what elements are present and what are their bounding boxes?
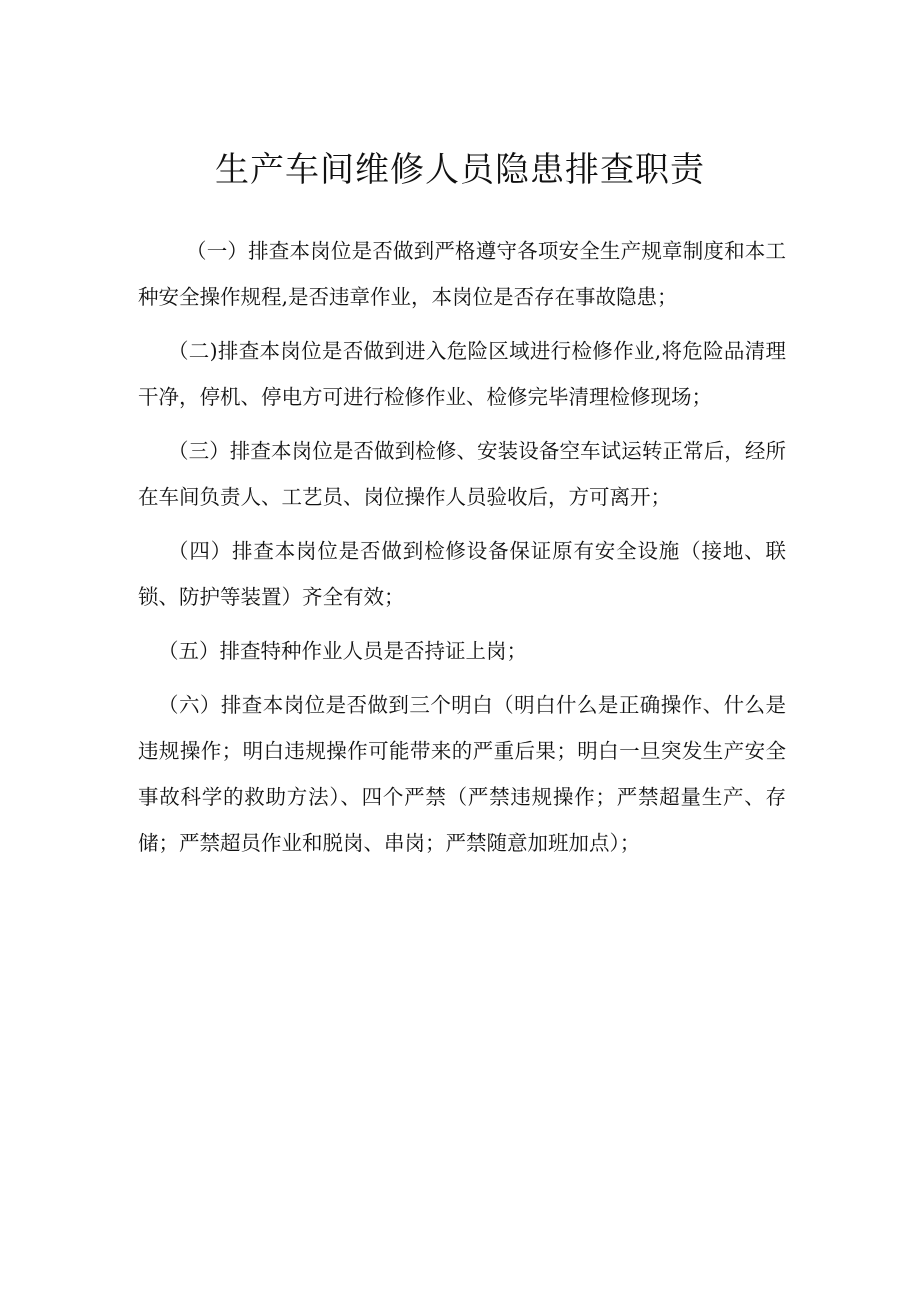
paragraph-item-2: （二)排查本岗位是否做到进入危险区域进行检修作业,将危险品清理干净，停机、停电方可进行检修作业、检修完毕清理检修现场； — [138, 339, 786, 409]
paragraph-item-3: （三）排查本岗位是否做到检修、安装设备空车试运转正常后，经所在车间负责人、工艺员、岗位操作人员验收后，方可离开； — [138, 439, 786, 509]
paragraph-item-5: （五）排查特种作业人员是否持证上岗； — [158, 639, 527, 663]
paragraph-item-6: （六）排查本岗位是否做到三个明白（明白什么是正确操作、什么是违规操作；明白违规操作可能带来的严重后果；明白一旦突发生产安全事故科学的救助方法）、四个严禁（严禁违规操作；严禁超量生产、存储；严禁超员作业和脱岗、串岗；严禁随意加班加点）； — [138, 693, 786, 855]
document-body — [138, 228, 786, 874]
paragraph-item-1: （一）排查本岗位是否做到严格遵守各项安全生产规章制度和本工种安全操作规程,是否违章作业，本岗位是否存在事故隐患； — [138, 239, 786, 309]
document-title: 生产车间维修人员隐患排查职责 — [215, 150, 705, 190]
paragraph-item-4: （四）排查本岗位是否做到检修设备保证原有安全设施（接地、联锁、防护等装置）齐全有效； — [138, 539, 786, 609]
